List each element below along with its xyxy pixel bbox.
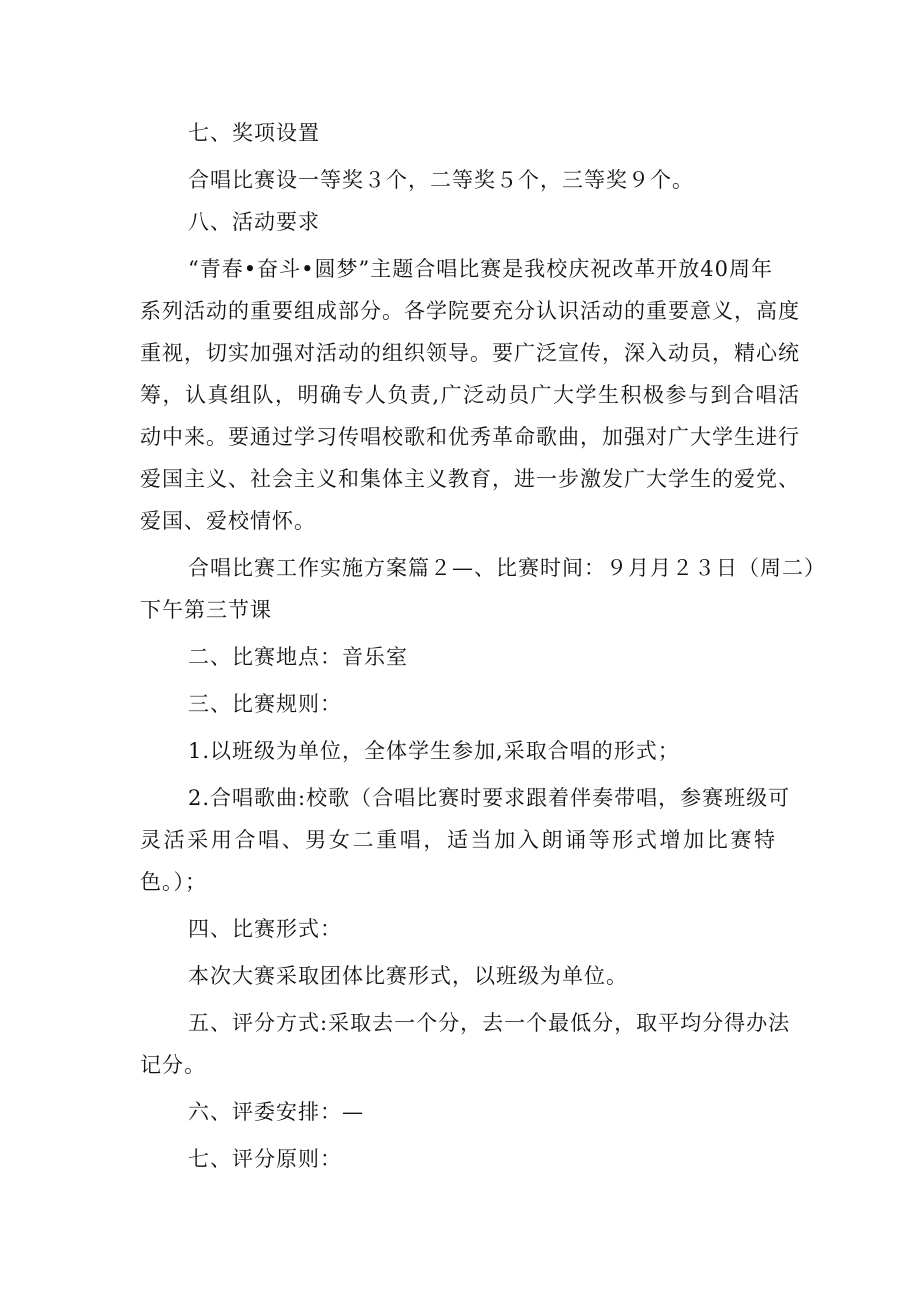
paragraph-line: 灵活采用合唱、男女二重唱，适当加入朗诵等形式增加比赛特: [140, 828, 776, 852]
paragraph-line: 合唱比赛设一等奖３个，二等奖５个，三等奖９个。: [188, 168, 694, 192]
paragraph-line: 筹，认真组队，明确专人负责,广泛动员广大学生积极参与到合唱活: [140, 383, 800, 407]
section-heading-requirements: 八、活动要求: [188, 210, 320, 234]
section-heading-principles: 七、评分原则：: [188, 1147, 342, 1171]
paragraph-line: 合唱比赛工作实施方案篇２—、比赛时间：９月月２３日（周二）: [188, 556, 826, 580]
section-heading-format: 四、比赛形式：: [188, 917, 342, 941]
paragraph-line: 爱国主义、社会主义和集体主义教育，进一步激发广大学生的爱党、: [140, 467, 800, 491]
paragraph-line: 重视，切实加强对活动的组织领导。要广泛宣传，深入动员，精心统: [140, 341, 800, 365]
section-heading-venue: 二、比赛地点：音乐室: [188, 645, 408, 669]
paragraph-line: 爱国、爱校情怀。: [140, 509, 316, 533]
paragraph-line: 系列活动的重要组成部分。各学院要充分认识活动的重要意义，高度: [140, 299, 800, 323]
paragraph-line: 记分。: [140, 1053, 206, 1077]
list-item: 1.以班级为单位，全体学生参加,采取合唱的形式；: [188, 739, 680, 763]
section-heading-rules: 三、比赛规则：: [188, 692, 342, 716]
section-heading-judges: 六、评委安排：—: [188, 1100, 364, 1124]
list-item: 2.合唱歌曲:校歌（合唱比赛时要求跟着伴奏带唱，参赛班级可: [188, 786, 791, 810]
paragraph-line: 色。）；: [140, 870, 207, 894]
section-heading-awards: 七、奖项设置: [188, 121, 320, 145]
paragraph-line: 动中来。要通过学习传唱校歌和优秀革命歌曲，加强对广大学生进行: [140, 425, 800, 449]
section-heading-scoring: 五、评分方式:采取去一个分，去一个最低分，取平均分得办法: [188, 1011, 791, 1035]
paragraph-line: 本次大赛采取团体比赛形式，以班级为单位。: [188, 964, 628, 988]
paragraph-line: 下午第三节课: [140, 598, 272, 622]
paragraph-line: “青春•奋斗•圆梦”主题合唱比赛是我校庆祝改革开放40周年: [188, 257, 773, 281]
